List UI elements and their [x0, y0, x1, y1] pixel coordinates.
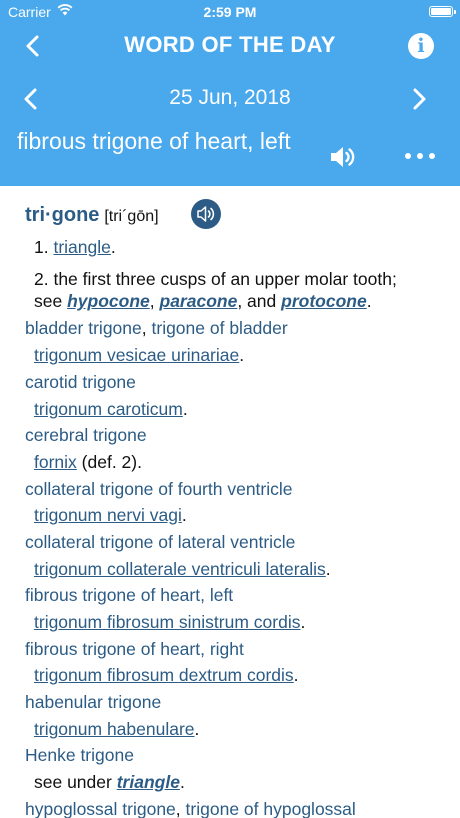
subentry-ref: trigonum fibrosum sinistrum cordis. [34, 612, 306, 632]
cross-reference-link[interactable]: trigonum fibrosum sinistrum cordis [34, 612, 301, 632]
subentry-ref: trigonum fibrosum dextrum cordis. [34, 665, 299, 685]
subentry-term-link[interactable]: collateral trigone of lateral ventricle [25, 532, 296, 552]
subentry-term-link[interactable]: trigone of hypoglossal [185, 799, 356, 818]
current-date: 25 Jun, 2018 [169, 86, 291, 109]
cross-reference-link[interactable]: trigonum collaterale ventriculi lateralis [34, 559, 326, 579]
subentry-term-link[interactable]: trigone of bladder [151, 318, 288, 338]
entry-content [0, 186, 460, 818]
audio-speaker-icon [191, 199, 221, 229]
subentry-term-link[interactable]: fibrous trigone of heart, left [25, 585, 234, 605]
more-options-icon[interactable] [402, 143, 438, 169]
subentry-ref: trigonum caroticum. [34, 399, 188, 419]
cross-reference-link[interactable]: trigonum habenulare [34, 719, 195, 739]
cross-reference-link[interactable]: trigonum nervi vagi [34, 505, 182, 525]
subentry-term [25, 532, 295, 553]
subentry-term: hypoglossal trigone, trigone of hypoglossal [25, 799, 356, 818]
subentry-term-link[interactable]: carotid trigone [25, 372, 136, 392]
subentry-term-link[interactable]: hypoglossal trigone [25, 799, 176, 818]
subentry-term [25, 425, 147, 446]
subentry-ref: trigonum vesicae urinariae. [34, 345, 245, 365]
pronunciation-audio-button[interactable] [191, 199, 221, 229]
subentry-ref: trigonum habenulare. [34, 719, 200, 739]
battery-icon [429, 6, 453, 17]
protocone-link[interactable]: protocone [281, 291, 367, 311]
status-bar [0, 0, 460, 24]
next-day-chevron-icon[interactable] [406, 87, 430, 111]
word-of-day-title: fibrous trigone of heart, left [17, 128, 291, 154]
cross-reference-link[interactable]: fornix [34, 452, 77, 472]
subentry-ref: trigonum nervi vagi. [34, 505, 187, 525]
subentry-term-link[interactable]: Henke trigone [25, 745, 134, 765]
page-title: WORD OF THE DAY [124, 32, 336, 57]
speaker-icon[interactable] [328, 143, 356, 171]
headword: tri·gone [25, 204, 100, 226]
subentry-ref: see under triangle. [34, 772, 185, 792]
subentry-term: bladder trigone, trigone of bladder [25, 318, 288, 338]
cross-reference-link[interactable]: trigonum caroticum [34, 399, 183, 419]
subentry-term [25, 745, 134, 766]
subentry-ref: fornix (def. 2). [34, 452, 142, 472]
headword-line [25, 204, 159, 227]
subentry-term-link[interactable]: cerebral trigone [25, 425, 147, 445]
subentry-term [25, 692, 161, 713]
subentry-term-link[interactable]: fibrous trigone of heart, right [25, 639, 244, 659]
cross-reference-link[interactable]: trigonum fibrosum dextrum cordis [34, 665, 294, 685]
date-navigator [0, 80, 460, 118]
cross-reference-link[interactable]: triangle [116, 772, 180, 792]
status-time: 2:59 PM [203, 4, 257, 20]
definition-1: 1. triangle. [34, 237, 116, 257]
subentry-term-link[interactable]: bladder trigone [25, 318, 142, 338]
subentry-term [25, 372, 136, 393]
navigation-bar [0, 26, 460, 66]
pronunciation: [tri´gōn] [104, 208, 159, 225]
definition-2: 2. the first three cusps of an upper molar tooth; [34, 269, 397, 289]
subentry-term [25, 479, 293, 500]
info-icon[interactable]: i [408, 33, 434, 59]
triangle-link[interactable]: triangle [53, 237, 111, 257]
subentry-term-link[interactable]: habenular trigone [25, 692, 162, 712]
definition-2-see: see hypocone, paracone, and protocone. [34, 291, 372, 311]
paracone-link[interactable]: paracone [159, 291, 238, 311]
subentry-ref: trigonum collaterale ventriculi lateralis. [34, 559, 331, 579]
carrier-label: Carrier [8, 4, 51, 20]
subentry-term-link[interactable]: collateral trigone of fourth ventricle [25, 479, 293, 499]
cross-reference-link[interactable]: trigonum vesicae urinariae [34, 345, 240, 365]
app-header [0, 0, 460, 186]
subentry-term [25, 585, 233, 606]
hypocone-link[interactable]: hypocone [67, 291, 150, 311]
subentry-term [25, 639, 244, 660]
